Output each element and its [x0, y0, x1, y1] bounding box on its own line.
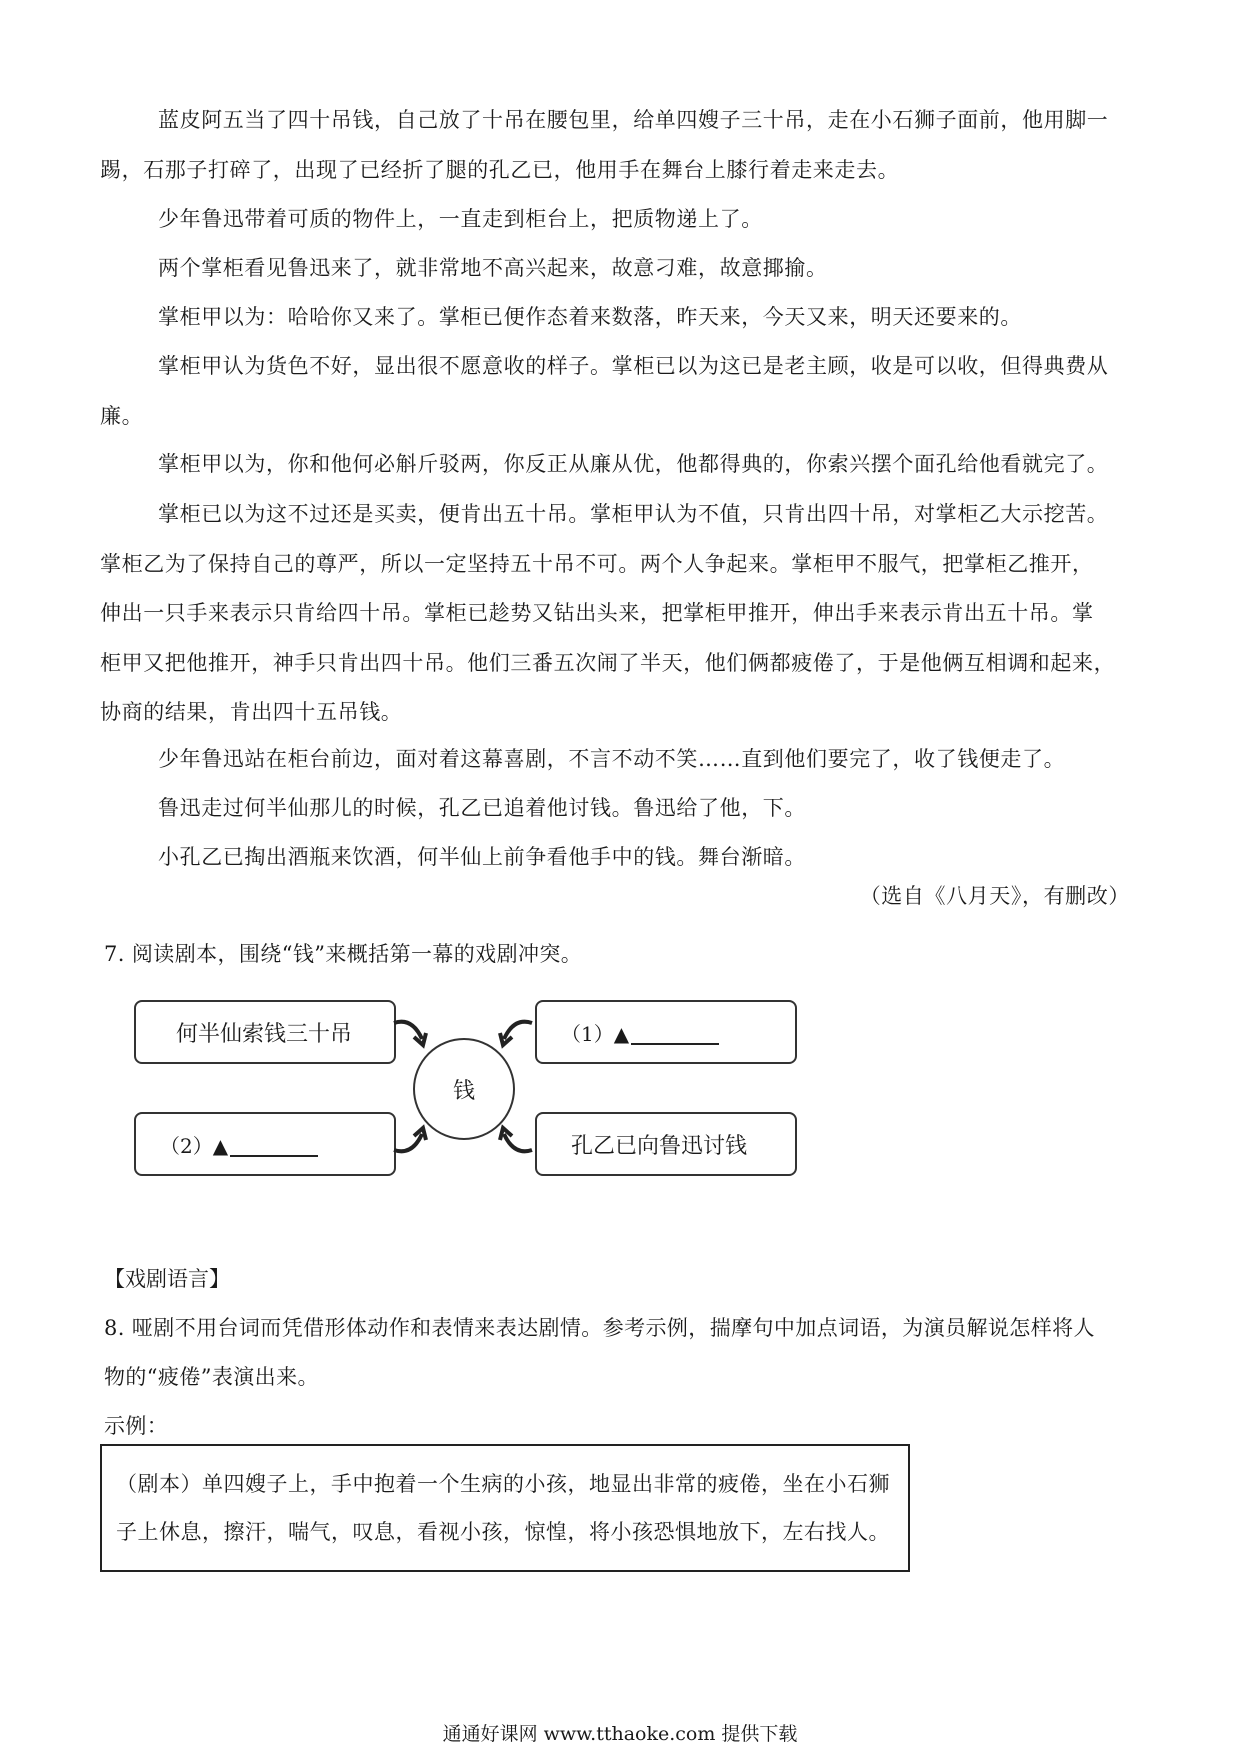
paragraph-2	[100, 195, 1130, 245]
paragraph-line: 掌柜乙为了保持自己的尊严，所以一定坚持五十吊不可。两个人争起来。掌柜甲不服气，把掌柜乙推开，	[100, 551, 1094, 576]
paragraph-line: 柜甲又把他推开，神手只肯出四十吊。他们三番五次闹了半天，他们俩都疲倦了，于是他俩互相调和起来，	[100, 650, 1116, 675]
center-label: 钱	[452, 1078, 475, 1104]
paragraph-5	[100, 342, 1130, 441]
question-7: 7. 阅读剧本，围绕“钱”来概括第一幕的戏剧冲突。	[104, 942, 583, 966]
triangle-icon: ▲	[613, 1021, 630, 1046]
paragraph-line: 鲁迅走过何半仙那儿的时候，孔乙已追着他讨钱。鲁迅给了他，下。	[158, 796, 806, 820]
example-box	[100, 1444, 910, 1572]
answer-blank-1[interactable]	[631, 1025, 719, 1045]
paragraph-6	[100, 440, 1130, 490]
source-citation: （选自《八月天》，有删改）	[859, 884, 1130, 908]
paragraph-3	[100, 244, 1130, 294]
box-text	[537, 1018, 719, 1047]
box-top-left	[134, 1000, 396, 1064]
box-text: 何半仙索钱三十吊	[176, 1021, 353, 1047]
example-label: 示例：	[104, 1414, 169, 1438]
blank-number: （1）	[561, 1021, 614, 1046]
paragraph-line: 蓝皮阿五当了四十吊钱，自己放了十吊在腰包里，给单四嫂子三十吊，走在小石狮子面前，他用脚一	[158, 108, 1109, 132]
paragraph-4	[100, 293, 1130, 343]
curved-arrow-icon	[496, 1124, 536, 1158]
paragraph-line: 掌柜甲以为：哈哈你又来了。掌柜已便作态着来数落，昨天来，今天又来，明天还要来的。	[158, 305, 1022, 329]
curved-arrow-icon	[390, 1124, 430, 1158]
paragraph-line: 掌柜甲以为，你和他何必斛斤驳两，你反正从廉从优，他都得典的，你索兴摆个面孔给他看就完了。	[158, 452, 1109, 476]
answer-blank-2[interactable]	[230, 1137, 318, 1157]
paragraph-line: 两个掌柜看见鲁迅来了，就非常地不高兴起来，故意刁难，故意揶揄。	[158, 256, 828, 280]
triangle-icon: ▲	[212, 1133, 229, 1158]
paragraph-9	[100, 784, 1130, 834]
box-top-right	[535, 1000, 797, 1064]
paragraph-line: 掌柜甲认为货色不好，显出很不愿意收的样子。掌柜已以为这已是老主顾，收是可以收，但得典费从	[158, 354, 1109, 378]
footer-text: 通通好课网 www.tthaoke.com 提供下载	[442, 1723, 798, 1745]
paragraph-line: 小孔乙已掏出酒瓶来饮酒，何半仙上前争看他手中的钱。舞台渐暗。	[158, 845, 806, 869]
paragraph-10	[100, 833, 1130, 883]
question-8-line-2: 物的“疲倦”表演出来。	[104, 1365, 319, 1389]
paragraph-line: 协商的结果，肯出四十五吊钱。	[100, 700, 403, 724]
box-text: 孔乙已向鲁迅讨钱	[571, 1133, 748, 1159]
box-bottom-right	[535, 1112, 797, 1176]
paragraph-1	[100, 96, 1130, 195]
box-text	[136, 1130, 318, 1159]
paragraph-line: 踢，石那子打碎了，出现了已经折了腿的孔乙已，他用手在舞台上膝行着走来走去。	[100, 157, 900, 182]
example-line-1: （剧本）单四嫂子上，手中抱着一个生病的小孩，地显出非常的疲倦，坐在小石狮	[116, 1472, 890, 1496]
paragraph-line: 掌柜已以为这不过还是买卖，便肯出五十吊。掌柜甲认为不值，只肯出四十吊，对掌柜乙大示挖苦。	[158, 502, 1109, 526]
box-bottom-left	[134, 1112, 396, 1176]
paragraph-7	[100, 490, 1130, 738]
curved-arrow-icon	[496, 1015, 536, 1049]
paragraph-line: 少年鲁迅带着可质的物件上，一直走到柜台上，把质物递上了。	[158, 207, 763, 231]
question-8-line-1: 8. 哑剧不用台词而凭借形体动作和表情来表达剧情。参考示例，揣摩句中加点词语，为演员解说怎样将人	[104, 1316, 1095, 1340]
section-label: 【戏剧语言】	[104, 1267, 230, 1291]
paragraph-line: 廉。	[100, 403, 144, 428]
paragraph-8	[100, 735, 1130, 785]
blank-number: （2）	[160, 1133, 213, 1158]
example-line-2: 子上休息，擦汗，喘气，叹息，看视小孩，惊惶，将小孩恐惧地放下，左右找人。	[116, 1520, 890, 1544]
curved-arrow-icon	[390, 1015, 430, 1049]
paragraph-line: 少年鲁迅站在柜台前边，面对着这幕喜剧，不言不动不笑……直到他们要完了，收了钱便走了。	[158, 747, 1066, 771]
paragraph-line: 伸出一只手来表示只肯给四十吊。掌柜已趁势又钻出头来，把掌柜甲推开，伸出手来表示肯出五十吊。掌	[100, 601, 1094, 625]
